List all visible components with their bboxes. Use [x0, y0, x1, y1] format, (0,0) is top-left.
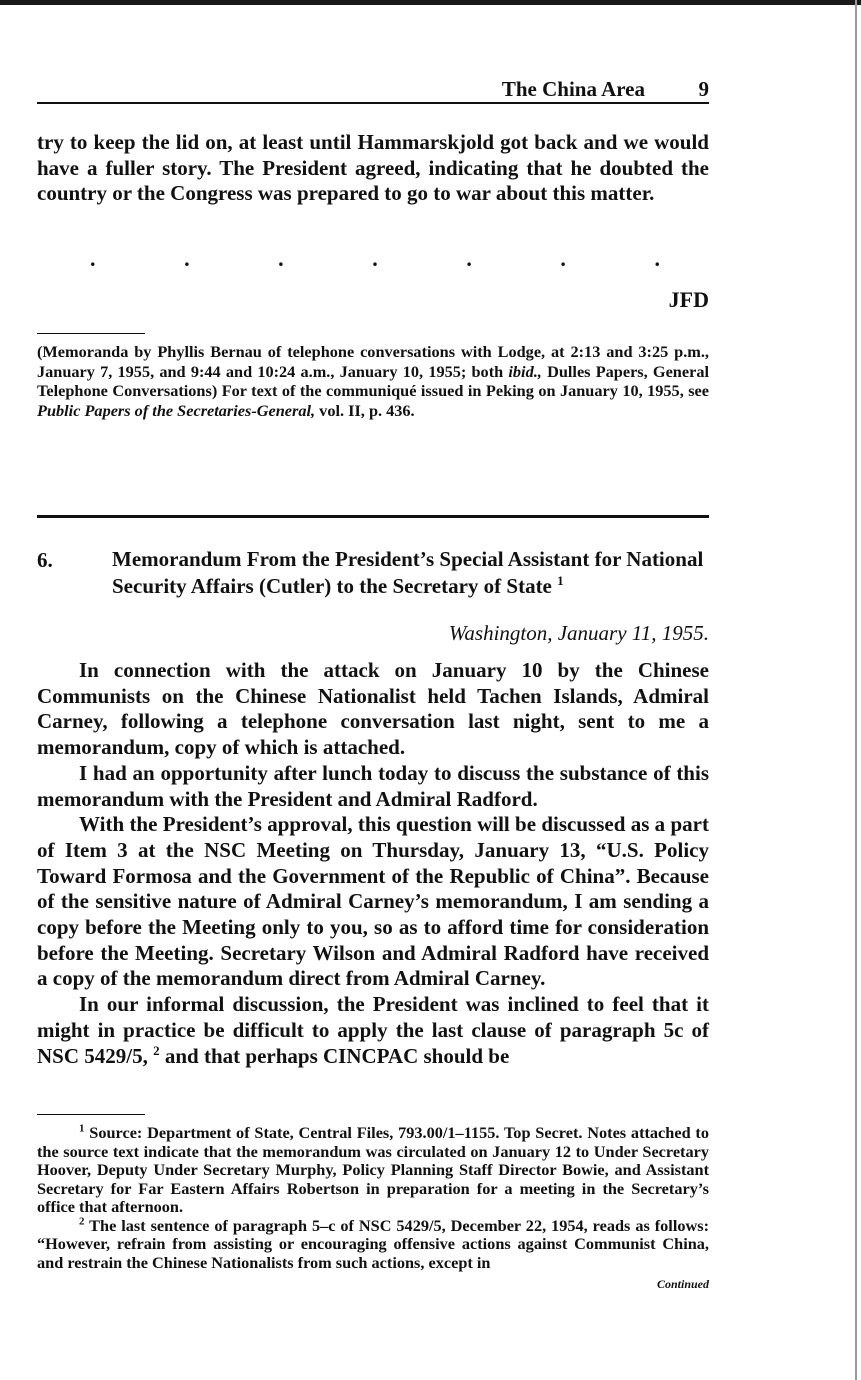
footnote-text: Source: Department of State, Central Files, 793.00/1–1155. Top Secret. Notes attached to the source text indicate that the memorandum was circulated on January 12 to Under Secretary Hoover, Deputy Under Secretary Murphy, Policy Planning Staff Director Bowie, and Assistant Secretary for Far Eastern Affairs Robertson in preparation for a meeting in the Secretary’s office that afternoon.: [37, 1123, 709, 1216]
ellipsis-dot: .: [466, 246, 472, 271]
editor-note-text: (Memoranda by Phyllis Bernau of telephone conversations with Lodge, at 2:13 and 3:25 p.m., January 7, 1955, and 9:44 and 10:24 a.m., January 10, 1955; both: [37, 342, 709, 381]
ellipsis-dot: .: [184, 246, 190, 271]
signature-initials: JFD: [668, 287, 709, 312]
editor-note-text: vol. II, p. 436.: [315, 400, 415, 420]
footnote-marker: 2: [153, 1042, 160, 1058]
footnote-text: The last sentence of paragraph 5–c of NSC 5429/5, December 22, 1954, reads as follows: “However, refrain from assisting or encouraging offensive actions against Communist China, and restrain the Chinese Nationalists from such actions, except in: [37, 1215, 709, 1272]
dateline: Washington, January 11, 1955.: [448, 621, 709, 645]
ellipsis-dot: .: [654, 246, 660, 271]
editor-note-rule: [37, 333, 145, 334]
footnote-marker: 1: [557, 573, 564, 588]
body-paragraph: [37, 992, 709, 1069]
editor-note-italic: Public Papers of the Secretaries-General,: [37, 400, 316, 420]
body-paragraph: In connection with the attack on January 10 by the Chinese Communists on the Chinese Nationalist held Tachen Islands, Admiral Carney, following a telephone conversation last night, sent to me a memorandum, copy of which is attached.: [37, 658, 709, 760]
section-divider: [37, 515, 709, 518]
footnote-1: [37, 1124, 709, 1217]
ellipsis-dot: .: [278, 246, 284, 271]
ellipsis-dot: .: [560, 246, 566, 271]
editor-note-text: Dulles Papers, General Telephone Conversations) For text of the communiqué issued in Peking on January 10, 1955, see: [37, 361, 709, 400]
continuation-text: [37, 130, 709, 207]
footnote-marker: 2: [79, 1215, 85, 1228]
memorandum-body: [37, 658, 709, 1069]
continuation-paragraph: try to keep the lid on, at least until Hammarskjold got back and we would have a fuller story. The President agreed, indicating that he doubted the country or the Congress was prepared to go to war about this matter.: [37, 130, 709, 206]
scan-top-edge: [0, 0, 861, 5]
footnote-rule: [37, 1114, 145, 1115]
ellipsis-dot: .: [90, 246, 96, 271]
editor-note: [37, 342, 709, 420]
footnotes: [37, 1124, 709, 1272]
continued-label: Continued: [656, 1277, 709, 1291]
running-header: [37, 76, 709, 104]
body-paragraph-text: and that perhaps CINCPAC should be: [159, 1043, 510, 1068]
scan-right-edge: [855, 0, 857, 1380]
document-title-text: Memorandum From the President’s Special Assistant for National Security Affairs (Cutler) to the Secretary of State: [112, 547, 704, 598]
footnote-marker: 1: [79, 1122, 85, 1135]
body-paragraph: I had an opportunity after lunch today to discuss the substance of this memorandum with the President and Admiral Radford.: [37, 760, 709, 811]
editor-note-italic: ibid.,: [508, 361, 542, 381]
document-title: [112, 546, 712, 600]
footnote-2: [37, 1217, 709, 1273]
body-paragraph: With the President’s approval, this question will be discussed as a part of Item 3 at the NSC Meeting on Thursday, January 13, “U.S. Policy Toward Formosa and the Government of the Republic of China”. Because of the sensitive nature of Admiral Carney’s memorandum, I am sending a copy before the Meeting only to you, so as to afford time for consideration before the Meeting. Secretary Wilson and Admiral Radford have received a copy of the memorandum direct from Admiral Carney.: [37, 812, 709, 991]
ellipsis-dot: .: [372, 246, 378, 271]
ellipsis-row: [90, 246, 660, 272]
body-paragraph-text: In our informal discussion, the President was inclined to feel that it might in practice be difficult to apply the last clause of paragraph 5c of NSC 5429/5,: [37, 992, 709, 1068]
running-title: The China Area: [501, 77, 645, 101]
document-number: 6.: [37, 548, 53, 572]
page-number: 9: [698, 77, 709, 101]
